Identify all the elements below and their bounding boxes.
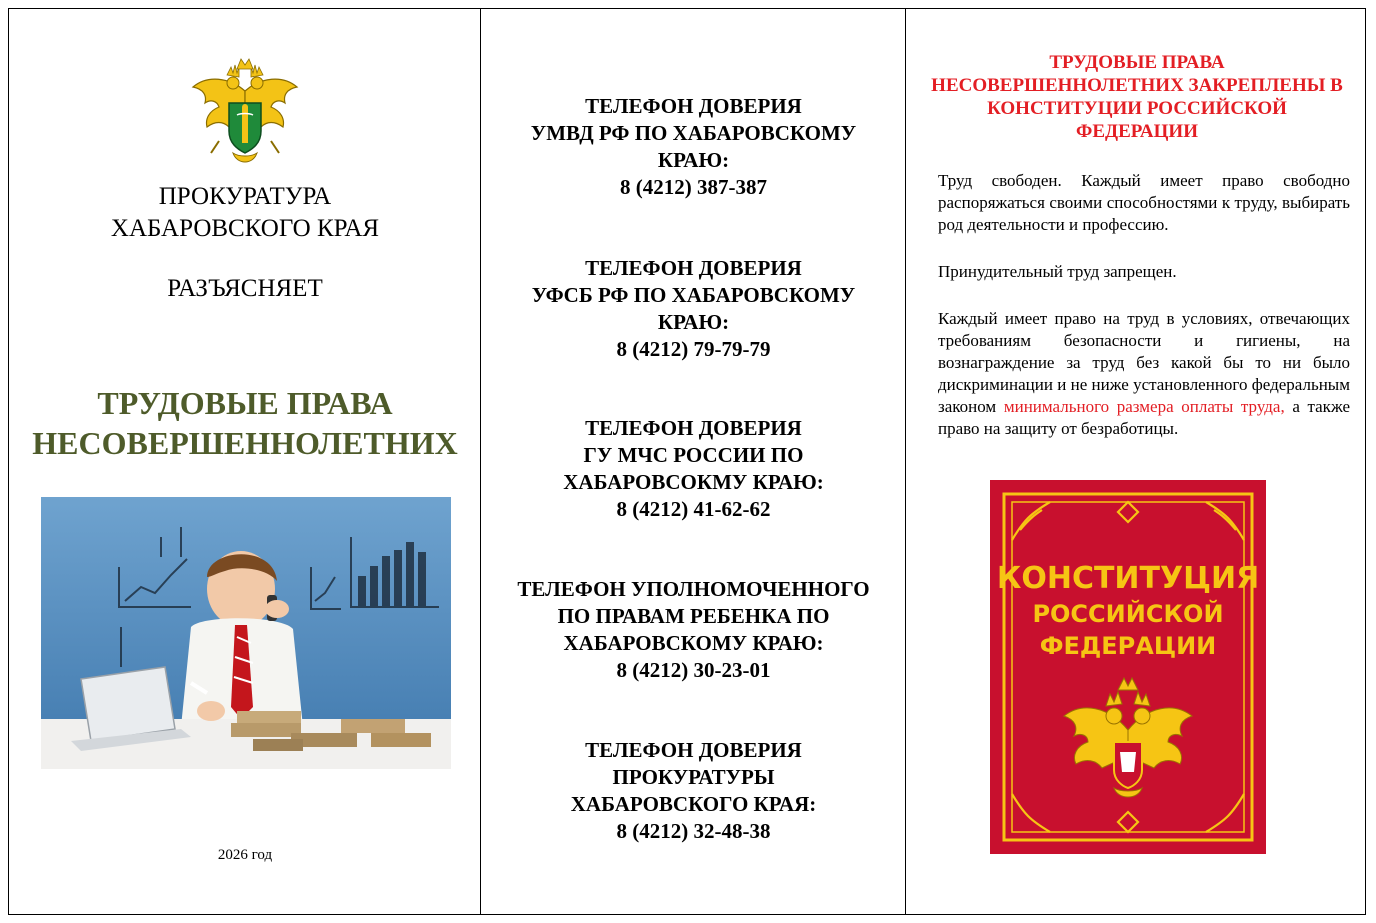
book-title-line-1: КОНСТИТУЦИЯ bbox=[996, 561, 1260, 596]
hotline-phone: 8 (4212) 79-79-79 bbox=[616, 337, 771, 361]
constitution-heading-line-2: НЕСОВЕРШЕННОЛЕТНИХ ЗАКРЕПЛЕНЫ В bbox=[931, 75, 1343, 96]
hotline-prosecutor bbox=[481, 737, 906, 845]
constitution-book-cover bbox=[990, 480, 1266, 854]
hotline-title: ТЕЛЕФОН ДОВЕРИЯ bbox=[585, 94, 802, 118]
brochure-title-line-2: НЕСОВЕРШЕННОЛЕТНИХ bbox=[32, 425, 458, 461]
hotline-agency: ГУ МЧС РОССИИ ПО bbox=[583, 443, 804, 467]
brochure-title bbox=[9, 383, 481, 463]
constitution-heading-line-1: ТРУДОВЫЕ ПРАВА bbox=[1049, 52, 1225, 73]
minimum-wage-highlight: минимального размера оплаты труда, bbox=[1003, 397, 1285, 416]
hotline-child-ombudsman bbox=[481, 576, 906, 684]
paragraph-labor-conditions bbox=[938, 308, 1350, 440]
hotline-region: ХАБАРОВСОКМУ КРАЮ: bbox=[563, 470, 824, 494]
hotline-title: ТЕЛЕФОН УПОЛНОМОЧЕННОГО bbox=[517, 577, 870, 601]
paragraph-labor-conditions-text: Каждый имеет право на труд в условиях, отвечающих требованиям безопасности и гигиены, на вознаграждение за труд без какой бы то ни было дискриминации и не ниже установленного федеральным законом bbox=[938, 309, 1350, 416]
paragraph-labor-conditions-end: а также право на защиту от безработицы. bbox=[938, 397, 1351, 438]
hotline-region: КРАЮ: bbox=[657, 148, 730, 172]
publication-year: 2026 год bbox=[217, 847, 273, 863]
book-title-line-3: ФЕДЕРАЦИИ bbox=[1039, 632, 1217, 660]
constitution-heading-line-4: ФЕДЕРАЦИИ bbox=[1076, 121, 1198, 142]
explains-label: РАЗЪЯСНЯЕТ bbox=[167, 275, 323, 302]
organization-line-1: ПРОКУРАТУРА bbox=[158, 183, 332, 210]
hotlines-panel bbox=[481, 9, 906, 914]
hotline-agency: ПО ПРАВАМ РЕБЕНКА ПО bbox=[557, 604, 830, 628]
hotline-region: ХАБАРОВСКОГО КРАЯ: bbox=[570, 792, 817, 816]
prosecutor-emblem-icon bbox=[189, 57, 301, 175]
hotline-ufsb bbox=[481, 255, 906, 363]
hotline-phone: 8 (4212) 41-62-62 bbox=[616, 497, 771, 521]
hotline-title: ТЕЛЕФОН ДОВЕРИЯ bbox=[585, 416, 802, 440]
constitution-heading-line-3: КОНСТИТУЦИИ РОССИЙСКОЙ bbox=[987, 98, 1287, 119]
hotline-mchs bbox=[481, 415, 906, 523]
hotline-agency: УМВД РФ ПО ХАБАРОВСКОМУ bbox=[530, 121, 857, 145]
hotline-region: КРАЮ: bbox=[657, 310, 730, 334]
hotline-agency: УФСБ РФ ПО ХАБАРОВСКОМУ bbox=[531, 283, 856, 307]
brochure-title-line-1: ТРУДОВЫЕ ПРАВА bbox=[97, 385, 393, 421]
hotline-phone: 8 (4212) 387-387 bbox=[620, 175, 767, 199]
hotline-title: ТЕЛЕФОН ДОВЕРИЯ bbox=[585, 256, 802, 280]
child-at-desk-photo bbox=[41, 497, 451, 769]
organization-line-2: ХАБАРОВСКОГО КРАЯ bbox=[110, 215, 380, 242]
paragraph-free-labor: Труд свободен. Каждый имеет право свободно распоряжаться своими способностями к труду, выбирать род деятельности и профессию. bbox=[938, 171, 1350, 234]
cover-panel bbox=[9, 9, 481, 914]
hotline-phone: 8 (4212) 32-48-38 bbox=[616, 819, 771, 843]
book-title-line-2: РОССИЙСКОЙ bbox=[1032, 600, 1224, 628]
constitution-heading bbox=[906, 51, 1368, 143]
hotline-title: ТЕЛЕФОН ДОВЕРИЯ bbox=[585, 738, 802, 762]
hotline-umvd bbox=[481, 93, 906, 201]
paragraph-forced-labor: Принудительный труд запрещен. bbox=[938, 262, 1177, 281]
hotline-agency: ПРОКУРАТУРЫ bbox=[612, 765, 775, 789]
hotline-region: ХАБАРОВСКОМУ КРАЮ: bbox=[563, 631, 824, 655]
organization-name bbox=[9, 181, 481, 245]
hotline-phone: 8 (4212) 30-23-01 bbox=[616, 658, 771, 682]
